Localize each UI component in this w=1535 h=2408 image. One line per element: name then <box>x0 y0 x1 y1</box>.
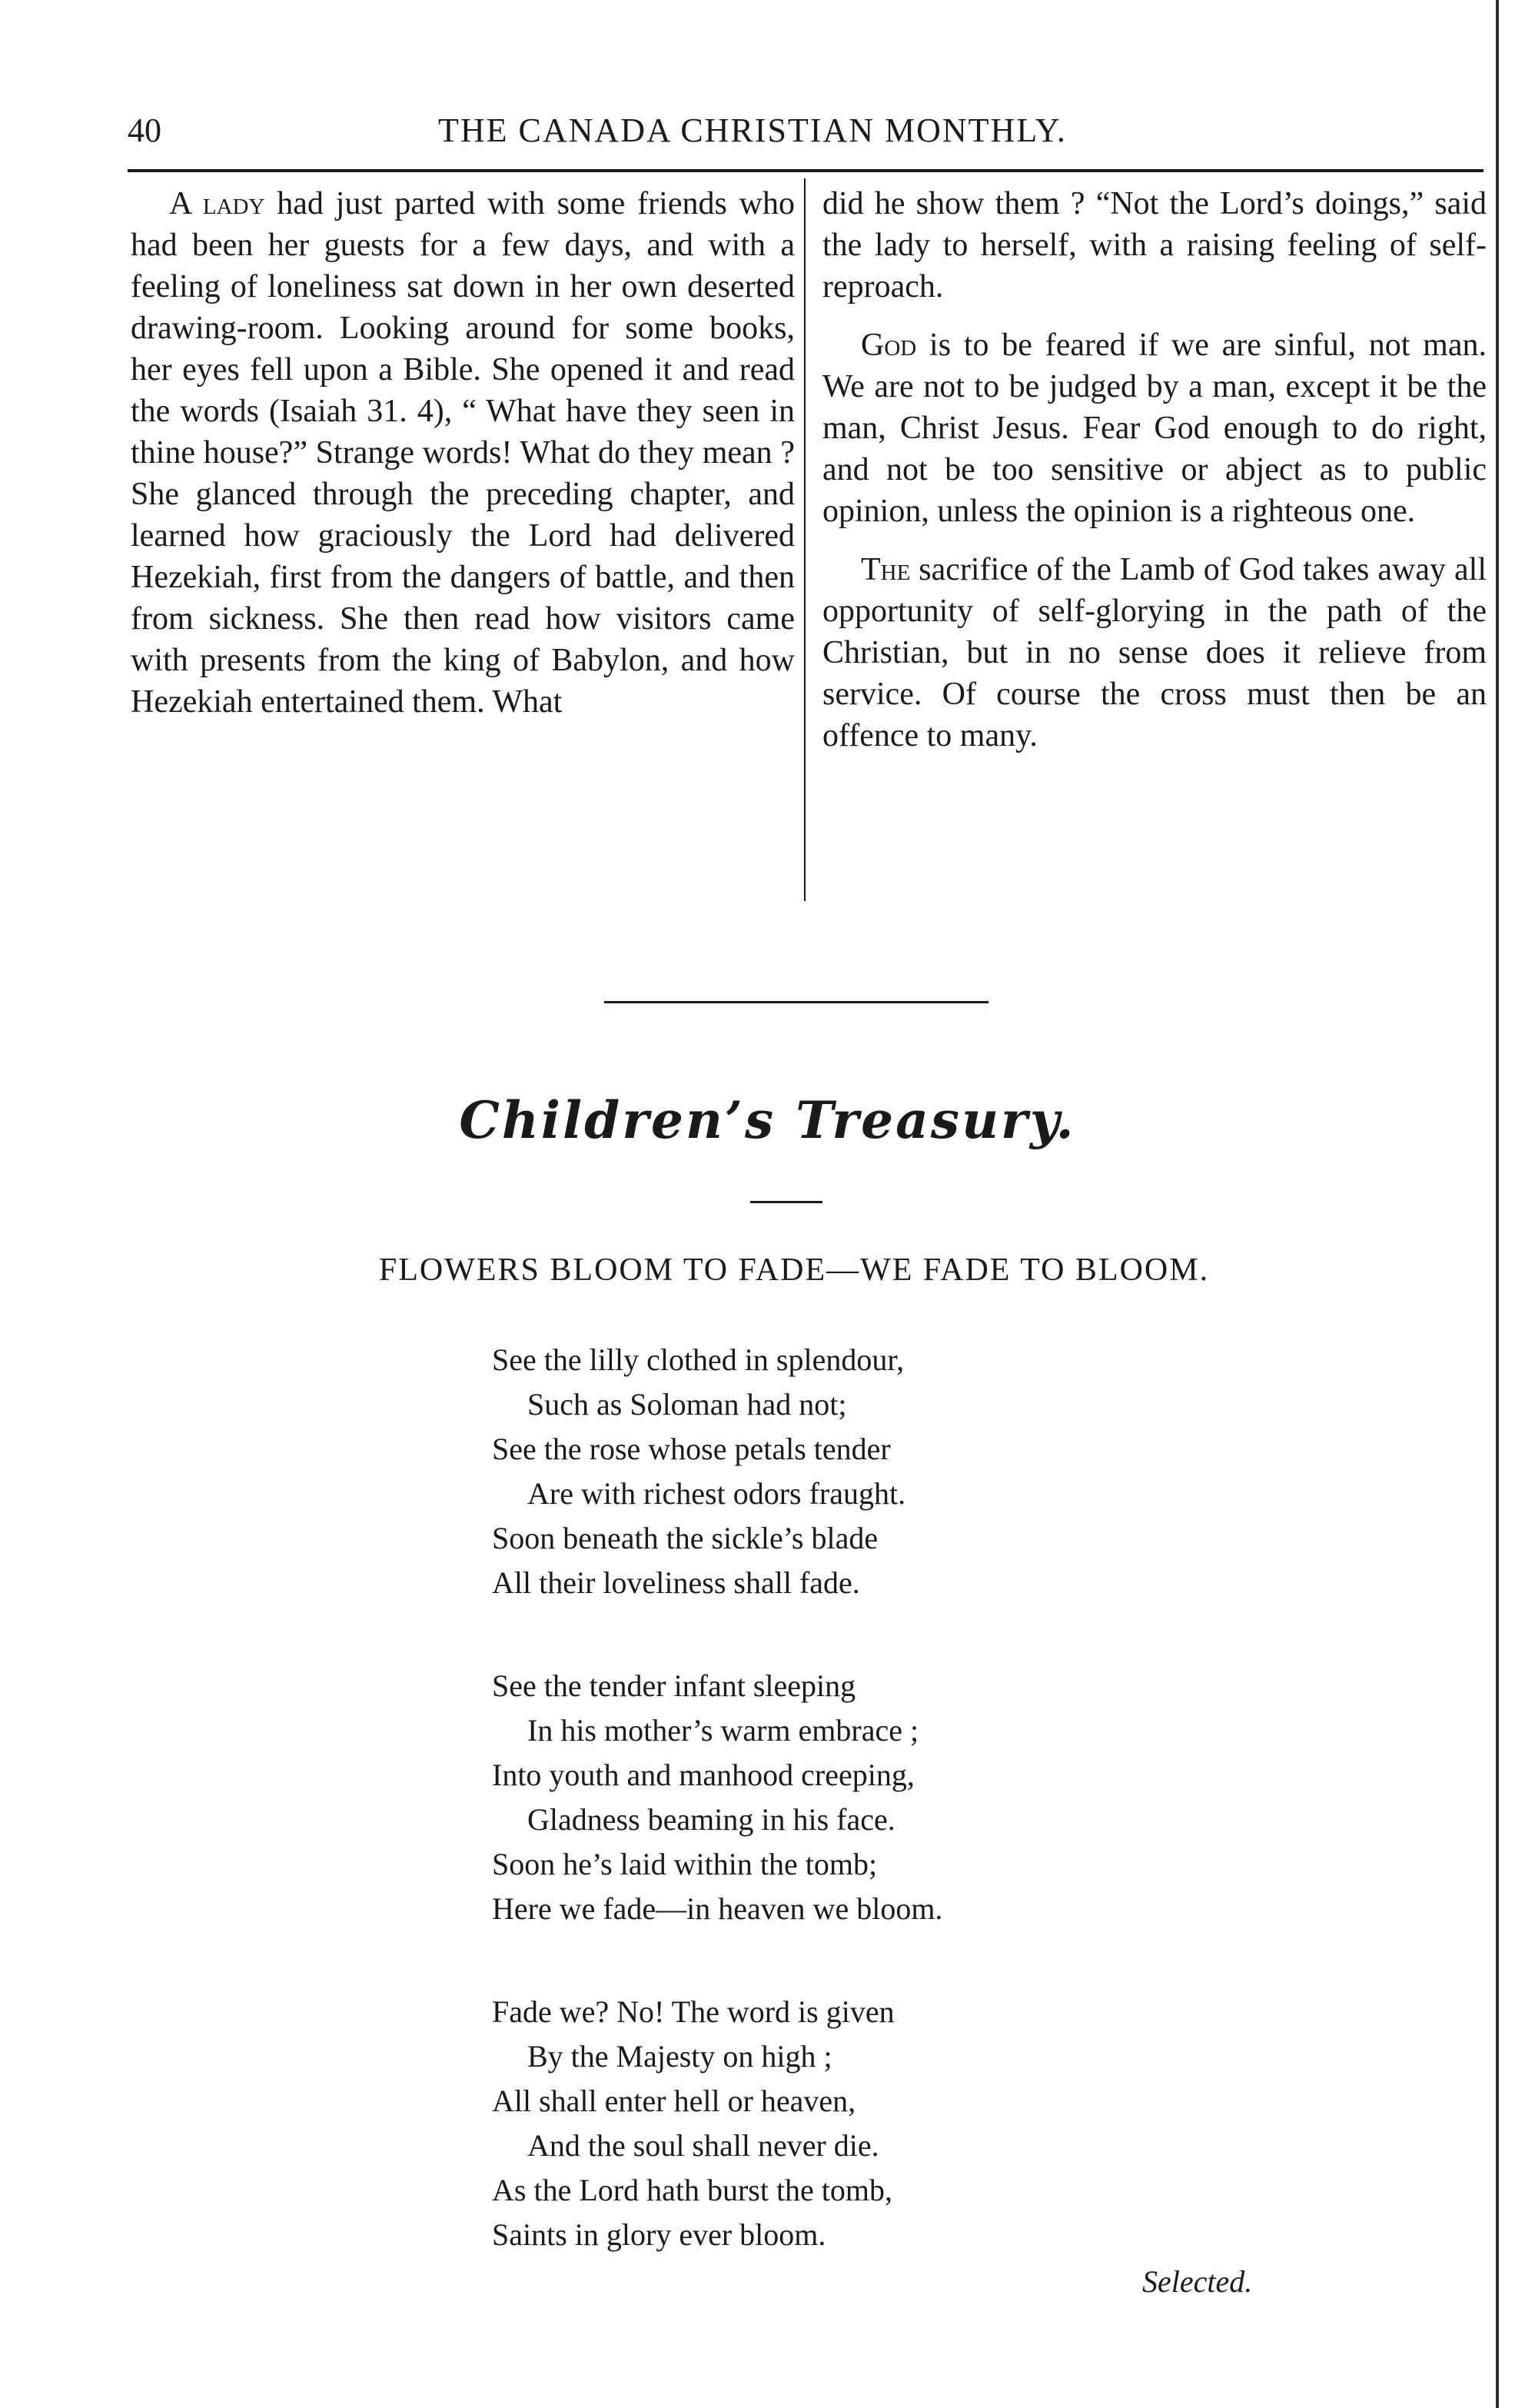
poem-line: By the Majesty on high ; <box>527 2039 832 2074</box>
poem-line: Into youth and manhood creeping, <box>492 1758 915 1792</box>
poem-line: Soon he’s laid within the tomb; <box>492 1847 878 1881</box>
poem-attribution: Selected. <box>1142 2264 1253 2299</box>
stanza <box>492 1338 1184 1605</box>
poem-line: Are with richest odors fraught. <box>527 1476 906 1511</box>
paragraph-text: sacrifice of the Lamb of God takes away all opportunity of self-glorying in the path of the Christian, but in no sense does it relieve from service. Of course the cross must then be an offence to many. <box>822 552 1487 753</box>
poem-line: Such as Soloman had not; <box>527 1387 847 1422</box>
poem-line: Fade we? No! The word is given <box>492 1994 895 2029</box>
column-divider <box>804 178 806 901</box>
poem-line: As the Lord hath burst the tomb, <box>492 2173 893 2207</box>
page-edge <box>1496 0 1499 2408</box>
poem-line: See the rose whose petals tender <box>492 1432 891 1466</box>
paragraph-lead: The <box>861 552 911 587</box>
paragraph-lady <box>131 183 795 723</box>
stanza <box>492 1664 1184 1931</box>
paragraph-lead: A lady <box>169 186 265 221</box>
poem-line: All their loveliness shall fade. <box>492 1565 860 1600</box>
paragraph-sacrifice <box>822 549 1487 757</box>
header-rule <box>128 169 1484 172</box>
poem-line: Gladness beaming in his face. <box>527 1802 895 1837</box>
section-title: Children’s Treasury. <box>459 1090 1076 1150</box>
page-number: 40 <box>128 111 161 149</box>
paragraph-text: is to be feared if we are sinful, not man. We are not to be judged by a man, except it be the man, Christ Jesus. Fear God enough to do right, and not be too sensitive or abject as to public opinion, unless the opinion is a righteous one. <box>822 328 1487 529</box>
poem-line: All shall enter hell or heaven, <box>492 2084 856 2118</box>
left-column <box>131 183 795 723</box>
poem-line: And the soul shall never die. <box>527 2128 879 2163</box>
section-divider <box>604 1001 988 1003</box>
paragraph-god <box>822 324 1487 532</box>
running-title: THE CANADA CHRISTIAN MONTHLY. <box>438 111 1067 149</box>
poem-line: See the tender infant sleeping <box>492 1668 856 1703</box>
paragraph-lead: God <box>861 328 917 363</box>
poem-line: Here we fade—in heaven we bloom. <box>492 1891 943 1926</box>
poem-line: Soon beneath the sickle’s blade <box>492 1521 879 1555</box>
poem <box>492 1338 1184 2257</box>
right-column <box>822 183 1487 757</box>
paragraph-text: had just parted with some friends who had been her guests for a few days, and with a feeling of loneliness sat down in her own deserted drawing-room. Looking around for some books, her eyes fell upon a Bible. She opened it and read the words (Isaiah 31. 4), “ What have they seen in thine house?” Strange words! What do they mean ? She glanced through the preceding chapter, and learned how graciously the Lord had delivered Hezekiah, first from the dangers of battle, and then from sickness. She then read how visitors came with presents from the king of Babylon, and how Hezekiah entertained them. What <box>131 186 795 720</box>
stanza <box>492 1990 1184 2257</box>
poem-line: In his mother’s warm embrace ; <box>527 1713 919 1748</box>
paragraph-continuation: did he show them ? “Not the Lord’s doings,” said the lady to herself, with a raising feeling of self-reproach. <box>822 186 1487 304</box>
title-underline <box>750 1201 822 1203</box>
poem-title: FLOWERS BLOOM TO FADE—WE FADE TO BLOOM. <box>378 1252 1210 1288</box>
poem-line: See the lilly clothed in splendour, <box>492 1342 905 1377</box>
poem-line: Saints in glory ever bloom. <box>492 2217 826 2252</box>
